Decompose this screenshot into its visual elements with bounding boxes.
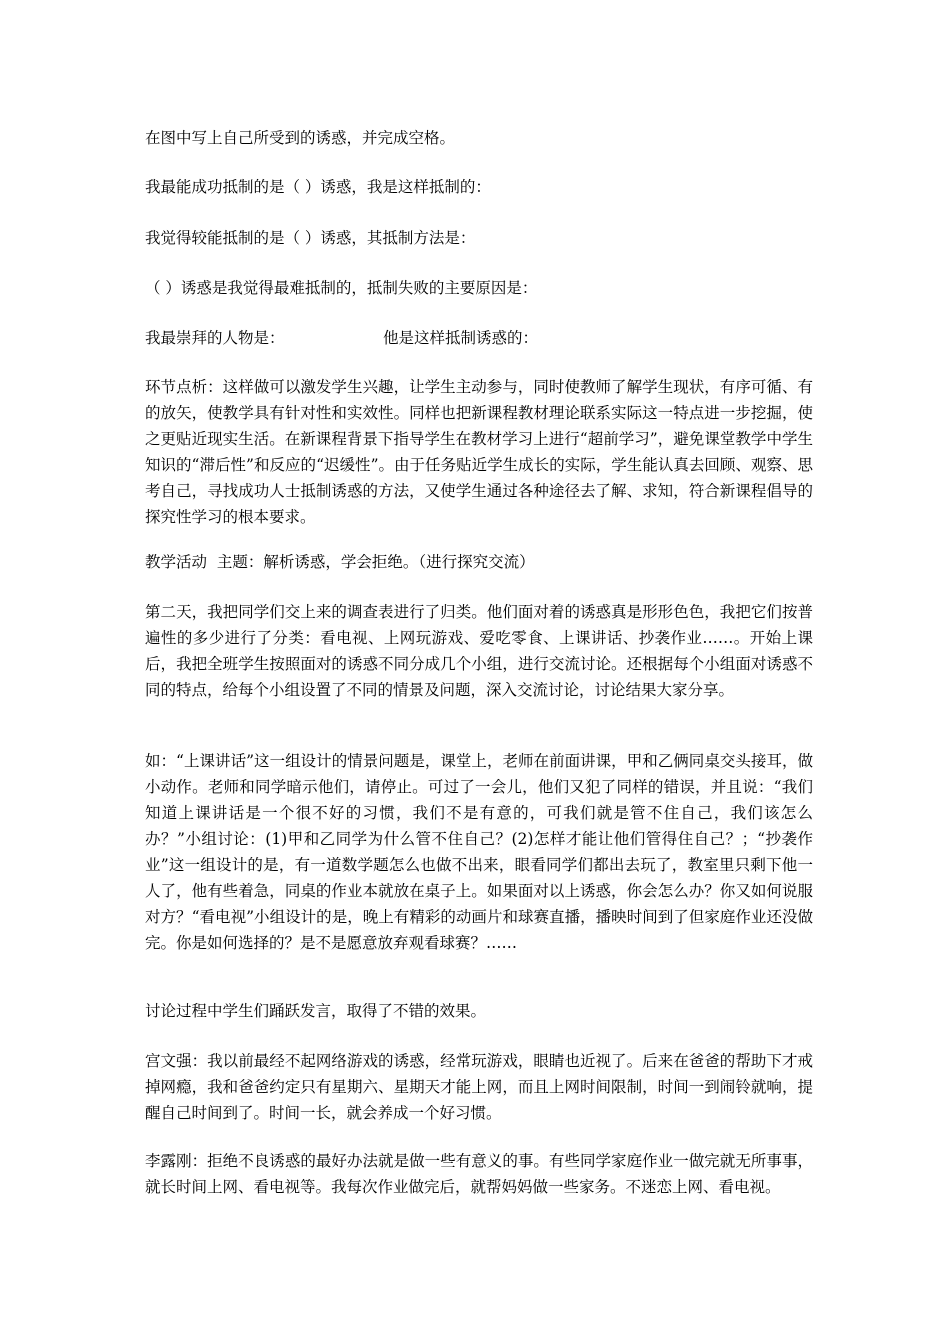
analysis-paragraph: 环节点析：这样做可以激发学生兴趣，让学生主动参与，同时使教师了解学生现状，有序可循、有的放矢，使教学具有针对性和实效性。同样也把新课程教材理论联系实际这一特点进一步挖掘，使之更贴近现实生活。在新课程背景下指导学生在教材学习上进行“超前学习”，避免课堂教学中学生知识的“滞后性”和反应的“迟缓性”。由于任务贴近学生成长的实际，学生能认真去回顾、观察、思考自己，寻找成功人士抵制诱惑的方法，又使学生通过各种途径去了解、求知，符合新课程倡导的探究性学习的根本要求。 — [145, 378, 813, 526]
fill-in-line-hardest-resisted: （ ）诱惑是我觉得最难抵制的，抵制失败的主要原因是： — [145, 279, 538, 297]
discussion-result-line: 讨论过程中学生们踊跃发言，取得了不错的效果。 — [145, 1002, 487, 1020]
fill-in-line-admired-person: 我最崇拜的人物是： 他是这样抵制诱惑的： — [145, 329, 539, 347]
fill-in-line-fairly-resisted: 我觉得较能抵制的是（ ）诱惑，其抵制方法是： — [145, 229, 476, 247]
instruction-line: 在图中写上自己所受到的诱惑，并完成空格。 — [145, 129, 456, 147]
scenario-paragraph: 如：“上课讲话”这一组设计的情景问题是，课堂上，老师在前面讲课，甲和乙俩同桌交头接耳，做小动作。老师和同学暗示他们，请停止。可过了一会儿，他们又犯了同样的错误，并且说：“我们知道上课讲话是一个很不好的习惯，我们不是有意的，可我们就是管不住自己，我们该怎么办？”小组讨论：(1)甲和乙同学为什么管不住自己？(2)怎样才能让他们管得住自己？；“抄袭作业”这一组设计的是，有一道数学题怎么也做不出来，眼看同学们都出去玩了，教室里只剩下他一人了，他有些着急，同桌的作业本就放在桌子上。如果面对以上诱惑，你会怎么办？你又如何说服对方？“看电视”小组设计的是，晚上有精彩的动画片和球赛直播，播映时间到了但家庭作业还没做完。你是如何选择的？是不是愿意放弃观看球赛？…… — [145, 752, 813, 952]
student-quote-li: 李露刚：拒绝不良诱惑的最好办法就是做一些有意义的事。有些同学家庭作业一做完就无所事事，就长时间上网、看电视等。我每次作业做完后，就帮妈妈做一些家务。不迷恋上网、看电视。 — [145, 1152, 813, 1196]
student-quote-gong: 宫文强：我以前最经不起网络游戏的诱惑，经常玩游戏，眼睛也近视了。后来在爸爸的帮助下才戒掉网瘾，我和爸爸约定只有星期六、星期天才能上网，而且上网时间限制，时间一到闹铃就响，提醒自己时间到了。时间一长，就会养成一个好习惯。 — [145, 1052, 813, 1122]
classification-paragraph: 第二天，我把同学们交上来的调查表进行了归类。他们面对着的诱惑真是形形色色，我把它们按普遍性的多少进行了分类：看电视、上网玩游戏、爱吃零食、上课讲话、抄袭作业……。开始上课后，我把全班学生按照面对的诱惑不同分成几个小组，进行交流讨论。还根据每个小组面对诱惑不同的特点，给每个小组设置了不同的情景及问题，深入交流讨论，讨论结果大家分享。 — [145, 603, 813, 699]
fill-in-line-best-resisted: 我最能成功抵制的是（ ）诱惑，我是这样抵制的： — [145, 178, 491, 196]
activity-heading: 教学活动 主题：解析诱惑，学会拒绝。（进行探究交流） — [145, 553, 535, 571]
